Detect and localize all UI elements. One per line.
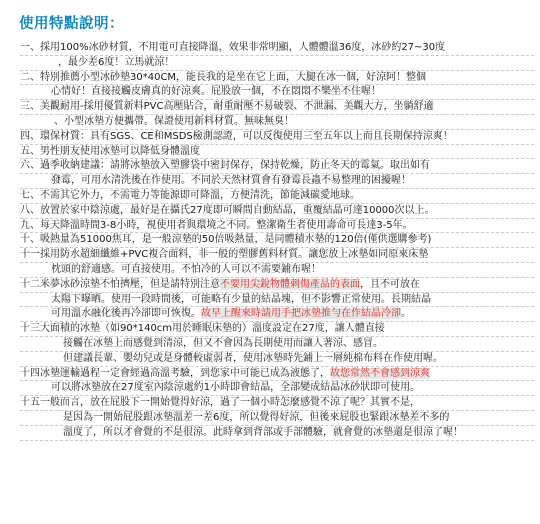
line-text: 。 [401, 308, 411, 320]
text-line [20, 426, 534, 441]
line-text: 十二米夢冰砂涼墊不怕擠壓，但是請特別注意 [20, 278, 220, 290]
line-text: 四、環保材質：具有SGS、CE和MSDS檢測認證，可以反復使用三至五年以上而且長期保持涼爽！ [20, 130, 453, 142]
text-line [20, 411, 534, 426]
line-text: 八、放置於家中陰涼處，最好是在攝氏27度即可瞬間自動結晶，重覆結晶可達10000次以上。 [20, 204, 435, 216]
text-line [20, 174, 534, 189]
line-text: 是因為一開始屁股跟冰墊溫差一差6度，所以覺得好涼，但後來屁股也緊跟冰墊差不多的 [63, 411, 450, 423]
text-line [20, 41, 534, 56]
text-line [20, 219, 534, 234]
text-line [20, 322, 534, 337]
line-text: 五、男性朋友使用冰墊可以降低身體溫度 [20, 145, 200, 157]
text-line [20, 56, 534, 71]
line-text: ，且不可放在 [360, 278, 420, 290]
line-text: 發霉，可用水清洗後在作使用。不同於天然材質會有發霉長蟲不易整理的困擾喔！ [51, 175, 411, 187]
text-line [20, 130, 534, 145]
line-text: 太陽下曝晒。使用一段時間後，可能略有少量的結晶塊，但不影響正常使用。長期結晶 [51, 293, 431, 305]
text-line [20, 145, 534, 160]
line-text: 可用溫水融化後再冷卻即可恢復。 [51, 308, 201, 320]
text-line [20, 307, 534, 322]
line-text: 心情好！直接接觸皮膚真的好涼爽。屁股放一個，不在悶悶不樂坐不住喔！ [51, 86, 381, 98]
text-line [20, 352, 534, 367]
line-text: 可以將冰墊放在27度室內陰涼處約1小時即會結晶，全部變成結晶冰砂狀即可使用。 [51, 382, 421, 394]
line-text: 十四冰墊運輸過程一定會經過高溫考驗，到您家中可能已成為液態了， [20, 367, 330, 379]
line-text: 九、每天降溫時間3-8小時，視使用者與環境之不同。整潔衛生者使用壽命可長達3-5年。 [20, 219, 413, 231]
line-text: 十五一般而言，放在屁股下一開始覺得好涼，過了一個小時怎麼感覺不涼了呢？其實不是， [20, 397, 420, 409]
text-line [20, 189, 534, 204]
text-line [20, 396, 534, 411]
line-text: 一、採用100%冰砂材質，不用電可直接降溫，效果非常明顯，人體體溫36度，冰砂約27~30度 [20, 42, 446, 53]
line-text: 但建議長輩、嬰幼兒或是身體較虛弱者，使用冰墊時先鋪上一層純棉布料在作使用喔。 [63, 352, 443, 364]
text-line [20, 100, 534, 115]
text-line [20, 278, 534, 293]
text-line [20, 248, 534, 263]
highlighted-text: 故早上醒來時請用手把冰墊推勻在作結晶冷卻 [201, 308, 401, 320]
text-line [20, 204, 534, 219]
text-line [20, 381, 534, 396]
text-line [20, 71, 534, 86]
text-line [20, 115, 534, 130]
line-text: 六、過季收納建議：請將冰墊放入塑膠袋中密封保存，保持乾燥，防止冬天的霉氣。取出如有 [20, 160, 430, 172]
line-text: 十、吸熱量為51000焦耳，是一般涼墊的50倍吸熱量，是同體積水墊的120倍(僅供選購參考) [20, 234, 432, 246]
feature-list [20, 41, 534, 441]
text-line [20, 293, 534, 308]
line-text: 七、不需其它外力，不需電力等能源即可降溫，方便清洗，節能減碳愛地球。 [20, 189, 360, 201]
line-text: ，最少差6度！立馬就涼！ [58, 56, 175, 68]
line-text: 溫度了，所以才會覺的不是很涼。此時拿到背部或手部體驗，就會覺的冰墊還是很涼了喔！ [63, 426, 463, 438]
line-text: 二、特別推薦小型冰砂墊30*40CM，能長我的是坐在它上面，大腿在冰一個，好涼阿！整個 [20, 71, 427, 83]
line-text: 十一採用防水超細纖維+PVC複合面料，非一般的塑膠舊料材質。讓您放上冰墊如同原來床墊 [20, 249, 429, 261]
text-line [20, 367, 534, 382]
line-text: 十三大面積的冰墊（如90*140cm用於睡眠床墊的）溫度設定在27度，讓人體直接 [20, 323, 385, 335]
line-text: 、小型冰墊方便攜帶。保證使用新料材質。無味無臭！ [54, 115, 294, 127]
text-line [20, 159, 534, 174]
text-line [20, 233, 534, 248]
highlighted-text: 不要用尖銳物體刺傷產品的表面 [220, 278, 360, 290]
text-line [20, 85, 534, 100]
line-text: 三、美觀耐用-採用優質新料PVC高壓貼合，耐重耐壓不易破裂、不泄漏、美觀大方，坐躺舒適 [20, 101, 434, 113]
text-line [20, 337, 534, 352]
page-title: 使用特點說明： [19, 16, 124, 32]
highlighted-text: 故您常然不會感到涼爽 [330, 367, 430, 379]
line-text: 接觸在冰墊上而感覺到清涼，但又不會因為長期使用而讓人著涼、感冒。 [63, 337, 383, 349]
text-line [20, 263, 534, 278]
line-text: 枕頭的舒適感。可直接使用。不怕冷的人可以不需要鋪布喔！ [51, 263, 321, 275]
